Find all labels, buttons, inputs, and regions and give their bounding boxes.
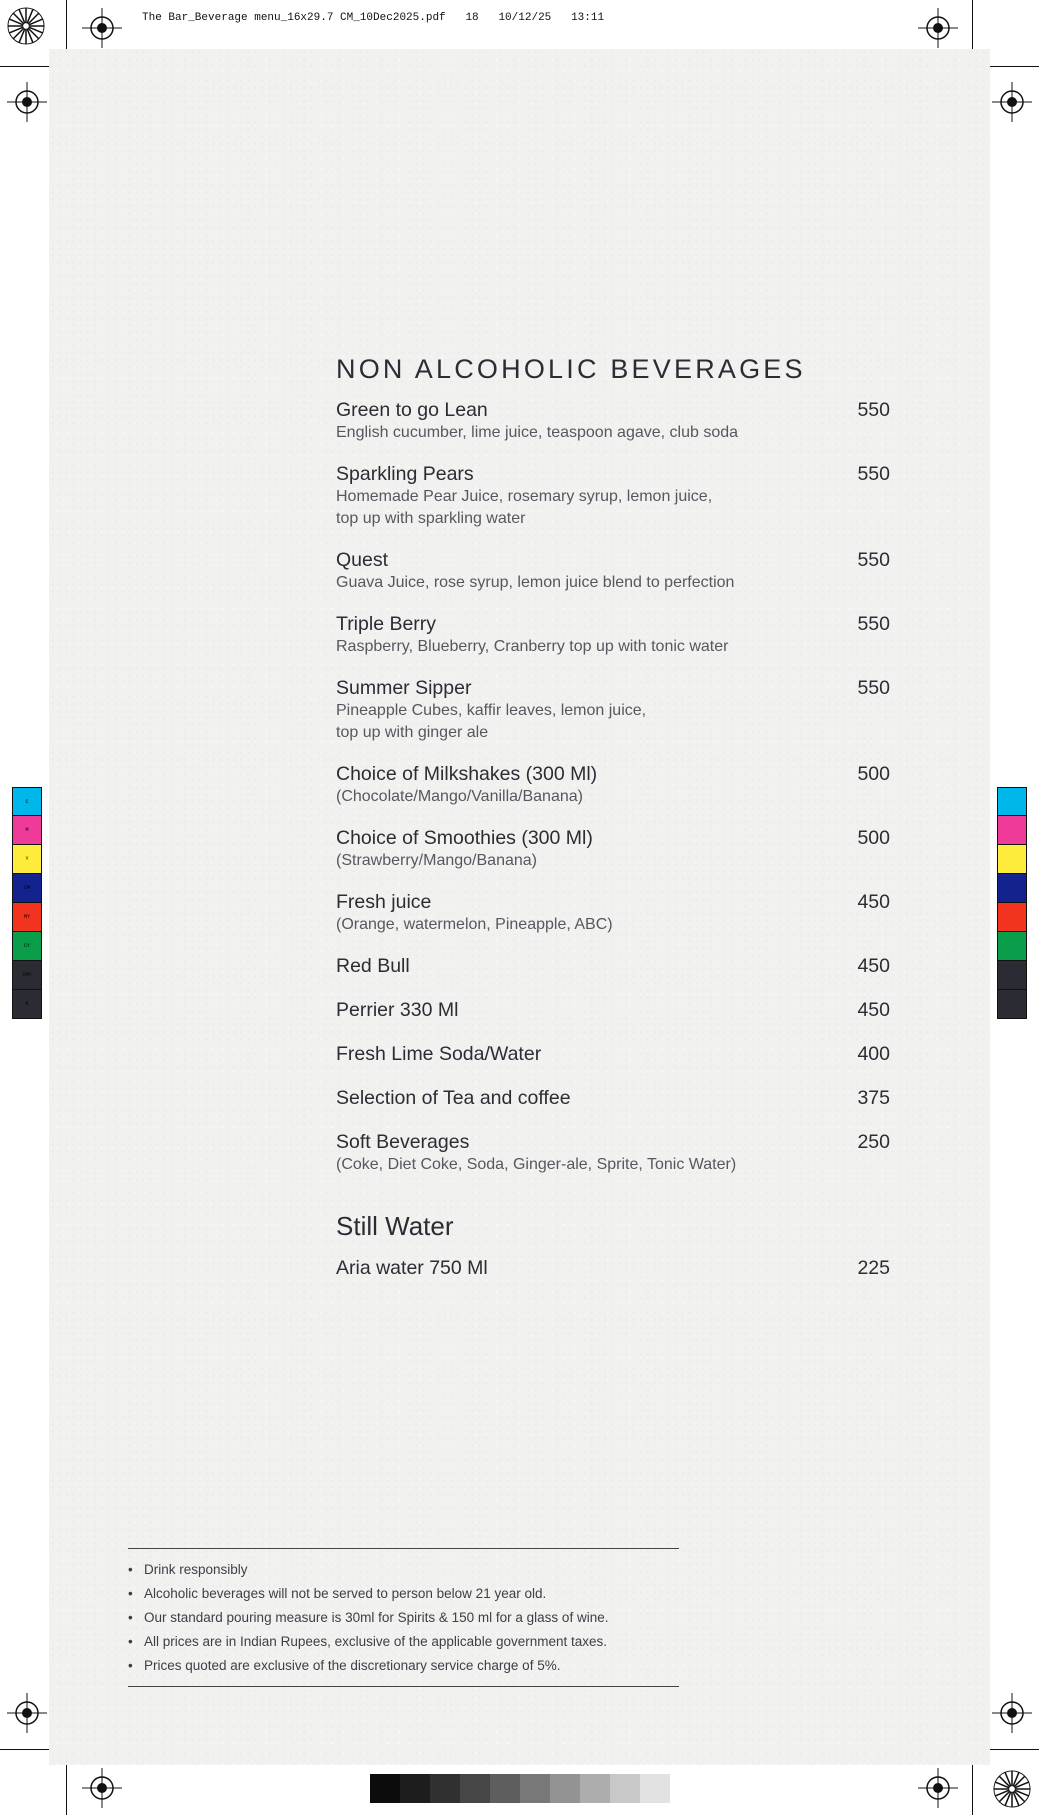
menu-item-description: Guava Juice, rose syrup, lemon juice blend to perfection bbox=[336, 574, 735, 591]
menu-item-price: 550 bbox=[857, 677, 890, 699]
footnote-list bbox=[128, 1558, 679, 1678]
menu-item-description: (Chocolate/Mango/Vanilla/Banana) bbox=[336, 788, 583, 805]
menu-item-description: (Strawberry/Mango/Banana) bbox=[336, 852, 537, 869]
color-swatch: CY bbox=[12, 932, 42, 961]
menu-item bbox=[336, 676, 890, 744]
footnote-item: • Drink responsibly bbox=[144, 1558, 679, 1582]
footnote-item: • Our standard pouring measure is 30ml for Spirits & 150 ml for a glass of wine. bbox=[144, 1606, 679, 1630]
gray-swatch bbox=[520, 1774, 550, 1803]
footnotes bbox=[128, 1548, 679, 1687]
trim-mark bbox=[972, 0, 973, 52]
menu-item-name: Aria water 750 Ml bbox=[336, 1257, 488, 1279]
footnote-item: • All prices are in Indian Rupees, exclusive of the applicable government taxes. bbox=[144, 1630, 679, 1654]
color-swatch: CM bbox=[12, 874, 42, 903]
menu-item bbox=[336, 548, 890, 594]
color-swatch: CMY bbox=[12, 961, 42, 990]
menu-item bbox=[336, 998, 890, 1022]
footnote-item: • Alcoholic beverages will not be served to person below 21 year old. bbox=[144, 1582, 679, 1606]
menu-item bbox=[336, 398, 890, 444]
starburst-target-icon bbox=[993, 1770, 1031, 1808]
menu-item-price: 450 bbox=[857, 955, 890, 977]
menu-item-name: Fresh Lime Soda/Water bbox=[336, 1043, 542, 1065]
menu-item-price: 550 bbox=[857, 463, 890, 485]
starburst-target-icon bbox=[7, 7, 45, 45]
registration-mark-icon bbox=[82, 8, 122, 48]
menu-item-name: Choice of Milkshakes (300 Ml) bbox=[336, 763, 598, 785]
menu-item-price: 550 bbox=[857, 549, 890, 571]
registration-mark-icon bbox=[992, 1693, 1032, 1733]
menu-item-name: Summer Sipper bbox=[336, 677, 472, 699]
grayscale-step-bar bbox=[370, 1774, 670, 1803]
menu-item-name: Fresh juice bbox=[336, 891, 432, 913]
color-swatch bbox=[997, 816, 1027, 845]
trim-mark bbox=[66, 1763, 67, 1815]
color-swatch bbox=[997, 845, 1027, 874]
menu-item bbox=[336, 462, 890, 530]
still-water-title: Still Water bbox=[336, 1211, 454, 1241]
menu-item-price: 400 bbox=[857, 1043, 890, 1065]
registration-mark-icon bbox=[7, 82, 47, 122]
color-control-bar-right bbox=[997, 787, 1027, 1019]
registration-mark-icon bbox=[918, 1768, 958, 1808]
beverage-list bbox=[336, 398, 890, 1176]
menu-item-price: 450 bbox=[857, 891, 890, 913]
color-swatch bbox=[997, 932, 1027, 961]
menu-item bbox=[336, 1042, 890, 1066]
menu-item-description: Homemade Pear Juice, rosemary syrup, lemon juice, top up with sparkling water bbox=[336, 488, 713, 527]
trim-mark bbox=[987, 66, 1039, 67]
trim-mark bbox=[66, 0, 67, 52]
color-swatch: C bbox=[12, 787, 42, 816]
menu-item-name: Triple Berry bbox=[336, 613, 437, 635]
menu-item bbox=[336, 1256, 890, 1280]
color-control-bar-left bbox=[12, 787, 42, 1019]
gray-swatch bbox=[370, 1774, 400, 1803]
menu-item bbox=[336, 762, 890, 808]
color-swatch bbox=[997, 903, 1027, 932]
gray-swatch bbox=[490, 1774, 520, 1803]
print-slug-line: The Bar_Beverage menu_16x29.7 CM_10Dec2025.pdf 18 10/12/25 13:11 bbox=[142, 12, 605, 24]
menu-item bbox=[336, 612, 890, 658]
color-swatch bbox=[997, 787, 1027, 816]
menu-item-price: 500 bbox=[857, 763, 890, 785]
menu-item bbox=[336, 1086, 890, 1110]
color-swatch: MY bbox=[12, 903, 42, 932]
menu-item-name: Soft Beverages bbox=[336, 1131, 470, 1153]
menu-item-description: (Orange, watermelon, Pineapple, ABC) bbox=[336, 916, 613, 933]
color-swatch bbox=[997, 990, 1027, 1019]
menu-item-name: Selection of Tea and coffee bbox=[336, 1087, 571, 1109]
gray-swatch bbox=[430, 1774, 460, 1803]
gray-swatch bbox=[610, 1774, 640, 1803]
menu-item-description: (Coke, Diet Coke, Soda, Ginger-ale, Sprite, Tonic Water) bbox=[336, 1156, 737, 1173]
menu-item-price: 550 bbox=[857, 613, 890, 635]
menu-item-description: English cucumber, lime juice, teaspoon agave, club soda bbox=[336, 424, 739, 441]
gray-swatch bbox=[580, 1774, 610, 1803]
menu-item-price: 225 bbox=[857, 1257, 890, 1279]
registration-mark-icon bbox=[7, 1693, 47, 1733]
registration-mark-icon bbox=[992, 82, 1032, 122]
menu-item-price: 250 bbox=[857, 1131, 890, 1153]
gray-swatch bbox=[400, 1774, 430, 1803]
menu-item-price: 375 bbox=[857, 1087, 890, 1109]
menu-item bbox=[336, 890, 890, 936]
menu-item bbox=[336, 1130, 890, 1176]
color-swatch: Y bbox=[12, 845, 42, 874]
gray-swatch bbox=[550, 1774, 580, 1803]
menu-item-name: Quest bbox=[336, 549, 389, 571]
menu-item-name: Choice of Smoothies (300 Ml) bbox=[336, 827, 593, 849]
menu-item-description: Pineapple Cubes, kaffir leaves, lemon juice, top up with ginger ale bbox=[336, 702, 647, 741]
menu-item bbox=[336, 826, 890, 872]
section-title: NON ALCOHOLIC BEVERAGES bbox=[336, 354, 806, 384]
menu-item bbox=[336, 954, 890, 978]
gray-swatch bbox=[460, 1774, 490, 1803]
trim-mark bbox=[972, 1763, 973, 1815]
gray-swatch bbox=[640, 1774, 670, 1803]
color-swatch bbox=[997, 874, 1027, 903]
menu-item-name: Red Bull bbox=[336, 955, 410, 977]
still-water-list bbox=[336, 1256, 890, 1280]
registration-mark-icon bbox=[918, 8, 958, 48]
color-swatch bbox=[997, 961, 1027, 990]
footnote-item: • Prices quoted are exclusive of the discretionary service charge of 5%. bbox=[144, 1654, 679, 1678]
menu-item-name: Perrier 330 Ml bbox=[336, 999, 459, 1021]
menu-item-price: 450 bbox=[857, 999, 890, 1021]
menu-content bbox=[336, 352, 890, 1280]
menu-item-price: 550 bbox=[857, 399, 890, 421]
color-swatch: M bbox=[12, 816, 42, 845]
menu-item-name: Sparkling Pears bbox=[336, 463, 474, 485]
registration-mark-icon bbox=[82, 1768, 122, 1808]
trim-mark bbox=[987, 1749, 1039, 1750]
trim-mark bbox=[0, 66, 52, 67]
trim-mark bbox=[0, 1749, 52, 1750]
menu-item-price: 500 bbox=[857, 827, 890, 849]
color-swatch: K bbox=[12, 990, 42, 1019]
menu-item-description: Raspberry, Blueberry, Cranberry top up with tonic water bbox=[336, 638, 729, 655]
menu-item-name: Green to go Lean bbox=[336, 399, 488, 421]
